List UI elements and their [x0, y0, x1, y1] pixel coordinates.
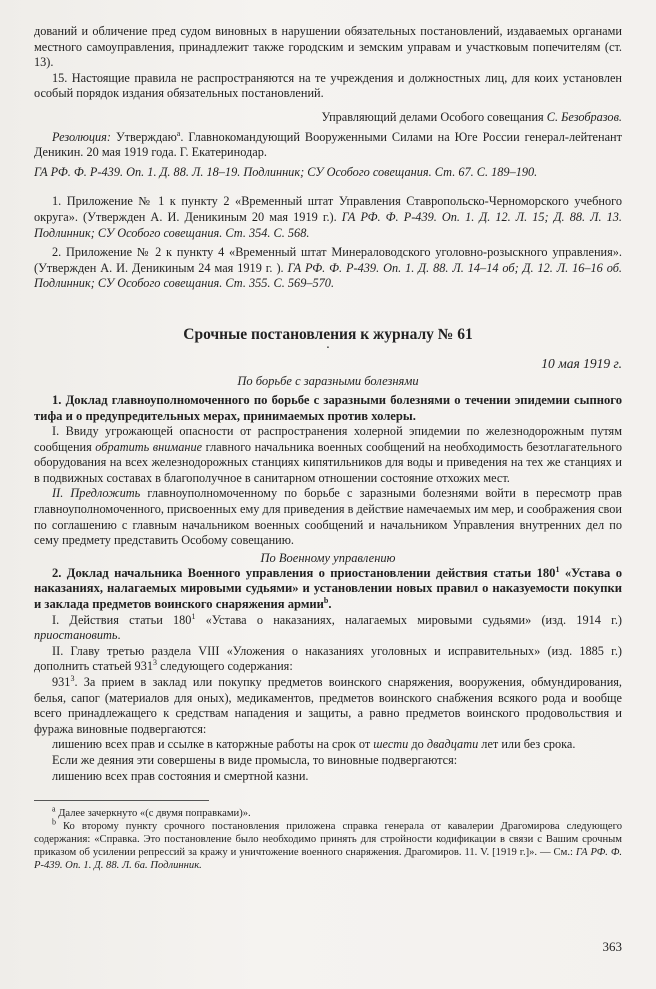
item-2-paragraph-6: лишению всех прав состояния и смертной казни.	[52, 768, 309, 783]
item-2-paragraph-1	[34, 613, 622, 644]
item-2-p1-a: I. Действия статьи 180	[52, 612, 192, 627]
footnote-b-reference: ГА РФ. Ф. Р-439. Оп. 1. Д. 88. Л. 6а. Подлинник.	[34, 847, 622, 872]
section-title: Срочные постановления к журналу № 61	[183, 325, 473, 343]
appendix-2	[34, 245, 622, 292]
item-1-heading: 1. Доклад главноуполномоченного по борьбе с заразными болезнями о течении эпидемии сыпного тифа и о предупредительных мерах, принимаемых против холеры.	[34, 392, 622, 423]
appendix-2-reference: ГА РФ. Ф. Р-439. Оп. 1. Д. 88. Л. 14–14 об; Д. 12. Л. 16–16 об. Подлинник; СУ Особого совещания. Ст. 355. С. 569–570.	[34, 260, 622, 291]
item-1-p1-text-a: I. Ввиду угрожающей опасности от распространения холерной эпидемии по железнодорожным путям сообщения	[34, 424, 622, 454]
source-reference: ГА РФ. Ф. Р-439. Оп. 1. Д. 88. Л. 18–19. Подлинник; СУ Особого совещания. Ст. 67. С. 189–190.	[34, 164, 538, 179]
signature-title: Управляющий делами Особого совещания	[321, 109, 547, 124]
item-2-p2-sup: 3	[153, 658, 157, 668]
item-2-p3-b: . За прием в заклад или покупку предметов воинского снаряжения, вооружения, обмундирования, белья, сапог (материалов для оных), медикаментов, предметов воинского снабжения всякого рода и вообще всего принадлежащего к средствам нападения и защиты, а равно предметов воинского продовольствия и фуража виновные подвергаются:	[34, 675, 622, 736]
item-2-heading	[34, 566, 622, 613]
footnote-b	[34, 817, 622, 872]
item-2-heading-c: .	[328, 597, 332, 612]
footnote-a-mark: а	[52, 804, 56, 814]
item-1-p2-emphasis: II. Предложить	[52, 486, 141, 501]
appendix-1-text: 1. Приложение № 1 к пункту 2 «Временный штат Управления Ставропольско-Черноморского учебного округа». (Утвержден А. И. Деникиным 20 мая 1919 г.).	[34, 194, 622, 224]
item-2-p4-emphasis-2: двадцати	[426, 737, 479, 752]
item-2-p4-emphasis-1: шести	[373, 737, 409, 752]
resolution-text-a: Утверждаю	[110, 129, 177, 144]
footnote-a-text: Далее зачеркнуто «(с двумя поправками)».	[55, 808, 251, 820]
footnote-b-text: Ко второму пункту срочного постановления приложена справка генерала от кавалерии Драгомирова следующего содержания: «Справка. Это постановление было необходимо принять для стройности кодификации в связи с Вашим срочным приказом об усилении репрессий за кражу и уничтожение военного снаряжения. Драгомиров. 11. V. [1919 г.]». — См.:	[34, 821, 622, 859]
item-2-paragraph-5: Если же деяния эти совершены в виде промысла, то виновные подвергаются:	[52, 752, 458, 767]
item-2-heading-b: «Устава о наказаниях, налагаемых мировыми судьями» и установлении новых правил о наказуемости покупки и заклада предметов воинского снаряжения армии	[34, 565, 622, 612]
paragraph-15: 15. Настоящие правила не распространяются на те учреждения и должностных лиц, для коих установлен особый порядок издания обязательных постановлений.	[34, 70, 622, 101]
item-2-heading-a: 2. Доклад начальника Военного управления о приостановлении действия статьи 180	[52, 565, 556, 580]
appendix-1-reference: ГА РФ. Ф. Р-439. Оп. 1. Д. 12. Л. 15; Д. 88. Л. 13. Подлинник; СУ Особого совещания. Ст. 354. С. 568.	[34, 209, 622, 240]
signature-name: С. Безобразов.	[546, 109, 622, 124]
section-date: 10 мая 1919 г.	[541, 355, 622, 371]
item-2-heading-footnote-mark: b	[323, 595, 329, 605]
item-2-p4-c: лет или без срока.	[478, 737, 576, 752]
footnote-b-mark: b	[52, 817, 56, 827]
resolution-label: Резолюция:	[52, 129, 111, 144]
page-number: 363	[602, 939, 622, 954]
item-2-heading-sup-1: 1	[555, 564, 560, 574]
item-2-p1-emphasis: приостановить	[34, 628, 118, 643]
section-dot: ·	[325, 340, 331, 356]
item-2-p1-sup: 1	[191, 611, 196, 621]
item-1-paragraph-1	[34, 424, 622, 486]
item-2-paragraph-2	[34, 644, 622, 675]
item-1-p1-text-b: главного начальника военных сообщений на необходимость безотлагательного оборудования на всех железнодорожных станциях кипятильников для воды и приведения на тех же станциях и в подвижных составах в благополучное в санитарном отношении состояние отхожих мест.	[34, 439, 622, 485]
resolution-footnote-mark: а	[176, 128, 181, 138]
subheading-military: По Военному управлению	[260, 550, 396, 565]
item-1-p2-text: главноуполномоченному по борьбе с заразными болезнями войти в пересмотр прав главноуполномоченного, присвоенных ему для приведения в действие намечаемых им мер, и соображения свои по соглашению с главным начальником военных сообщений и начальником Управления внутренних дел по сему предмету представить Особому совещанию.	[34, 486, 622, 548]
item-2-p3-sup: 3	[70, 673, 75, 683]
subheading-epidemics: По борьбе с заразными болезнями	[237, 373, 419, 388]
paragraph-continuation: дований и обличение пред судом виновных в нарушении обязательных постановлений, издаваемых органами местного самоуправления, принадлежит также городским и земским управам и участковым попечителям (ст. 13).	[34, 24, 622, 70]
signature-line	[34, 110, 622, 126]
item-2-p2-b: следующего содержания:	[157, 659, 293, 674]
item-1-paragraph-2	[34, 486, 622, 548]
item-2-p1-b: «Устава о наказаниях, налагаемых мировыми судьями» (изд. 1914 г.)	[195, 612, 622, 627]
resolution	[34, 130, 622, 161]
resolution-text-b: . Главнокомандующий Вооруженными Силами на Юге России генерал-лейтенант Деникин. 20 мая 1919 года. Г. Екатеринодар.	[34, 129, 622, 160]
appendix-2-text: 2. Приложение № 2 к пункту 4 «Временный штат Минераловодского уголовно-розыскного управления». (Утвержден А. И. Деникиным 24 мая 1919 г. ).	[34, 245, 622, 275]
footnote-a	[34, 804, 622, 820]
item-1-p1-emphasis: обратить внимание	[95, 439, 203, 454]
item-2-paragraph-4	[34, 737, 622, 753]
item-2-paragraph-3	[34, 675, 622, 737]
item-2-p3-a: 931	[52, 675, 71, 689]
appendix-1	[34, 194, 622, 241]
item-2-p2-a: II. Главу третью раздела VIII «Уложения о наказаниях уголовных и исправительных» (изд. 1885 г.) дополнить статьей 931	[34, 643, 622, 674]
footnote-divider	[34, 800, 209, 801]
item-2-p1-c: .	[117, 628, 121, 643]
item-2-p4-a: лишению всех прав и ссылке в каторжные работы на срок от	[52, 737, 374, 752]
item-2-p4-b: до	[408, 737, 427, 752]
